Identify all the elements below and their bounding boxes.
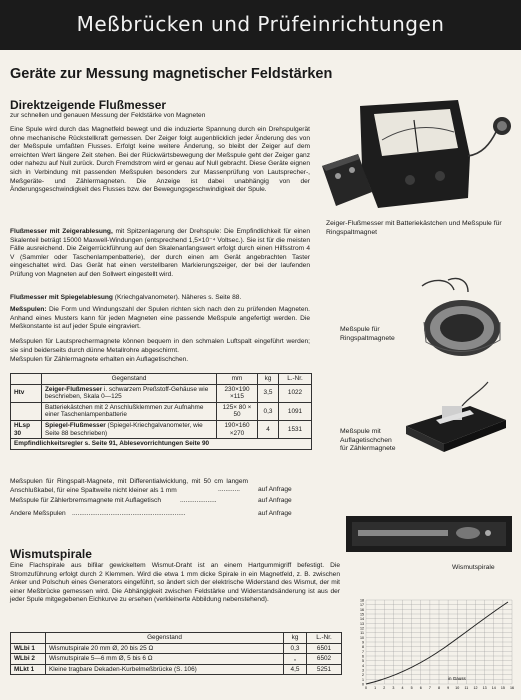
table1-footer: Empfindlichkeitsregler s. Seite 91, Ablesevorrichtungen Seite 90 [11, 439, 312, 450]
caption-meter-table-coil: Meßspule mit Auflagetischchen für Zählermagnete [340, 428, 396, 452]
x-tick-label: 10 [455, 686, 460, 690]
section1-para2 [10, 228, 310, 280]
y-tick-label: 3 [362, 668, 364, 673]
y-tick-label: 17 [360, 603, 364, 608]
x-tick-label: 14 [491, 686, 496, 690]
x-tick-label: 3 [392, 686, 395, 690]
row-code: MLkt 1 [11, 664, 46, 675]
extra-line2-dots: .................... [180, 497, 217, 504]
row-kg: 3,5 [258, 384, 279, 402]
row-item-lead: Zeiger-Flußmesser [45, 385, 103, 393]
row-kg: 4,5 [284, 664, 307, 675]
row-nr: 1531 [279, 420, 312, 438]
x-tick-label: 5 [410, 686, 413, 690]
table-row [11, 664, 342, 675]
table1-header-nr: L.-Nr. [279, 374, 312, 385]
row-nr: 1091 [279, 402, 312, 420]
x-tick-label: 13 [482, 686, 487, 690]
y-tick-label: 2 [362, 673, 364, 678]
x-tick-label: 0 [365, 686, 367, 690]
section2-title: Wismutspirale [10, 547, 92, 561]
table2-header-item: Gegenstand [46, 633, 284, 644]
table1-header-item: Gegenstand [42, 374, 217, 385]
y-tick-label: 6 [362, 654, 364, 659]
x-tick-label: 2 [383, 686, 386, 690]
para2-lead: Flußmesser mit Zeigerablesung, [10, 228, 113, 235]
y-tick-label: 16 [360, 607, 364, 612]
row-code [11, 402, 42, 420]
graph-grid [366, 600, 512, 684]
row-nr: 1022 [279, 384, 312, 402]
caption-ring-coil: Meßspule für Ringspaltmagnete [340, 326, 395, 342]
x-tick-label: 6 [419, 686, 422, 690]
y-tick-label: 13 [360, 621, 364, 626]
table2-header-nr: L.-Nr. [307, 633, 342, 644]
calibration-curve-graph [352, 596, 516, 696]
extra-line2: Meßspule für Zählerbremsmagnete mit Auflagetisch [10, 497, 161, 504]
section2-para: Eine Flachspirale aus bifilar gewickeltem Wismut-Draht ist an einem Hartgummigriff befestigt. Die Stromzuführung erfolgt durch 2 Klemmen. Wird die etwa 1 mm dicke Spirale in ein Magnetfeld, z. B. zwischen Anker und Polschuh eines Generators eingeführt, so ändert sich der elektrische Widerstand des Wismut, der mit einer Meßbrücke gemessen wird. Die Abhängigkeit zwischen Feldstärke und Widerstandsänderung ist aus der jeder Spule mitgegebenen Eichkurve zu ersehen (verkleinerte Abbildung nebenstehend). [10, 562, 340, 604]
y-tick-label: 9 [362, 640, 364, 645]
y-tick-label: 14 [360, 617, 364, 622]
row-item [42, 402, 217, 420]
x-tick-label: 8 [438, 686, 440, 690]
extra-line1-dots: ............ [218, 486, 240, 493]
row-item: Kleine tragbare Dekaden-Kurbelmeßbrücke (S. 106) [46, 664, 284, 675]
x-tick-label: 12 [473, 686, 478, 690]
table1-header-kg: kg [258, 374, 279, 385]
row-kg: 0,3 [258, 402, 279, 420]
graph-x-ticks [365, 686, 514, 690]
row-nr: 5251 [307, 664, 342, 675]
table-row [11, 420, 312, 438]
row-code: WLbi 1 [11, 643, 46, 654]
x-tick-label: 1 [374, 686, 377, 690]
section1-subtitle: zur schnellen und genauen Messung der Feldstärke von Magneten [10, 112, 206, 119]
extra-line2-value: auf Anfrage [258, 497, 292, 504]
row-code: Htv [11, 384, 42, 402]
y-tick-label: 4 [362, 663, 364, 668]
table-row [11, 384, 312, 402]
y-tick-label: 5 [362, 659, 364, 664]
caption-flux-meter: Zeiger-Flußmesser mit Batteriekästchen und Meßspule für Ringspaltmagnet [326, 220, 502, 236]
row-kg: 0,3 [284, 643, 307, 654]
row-mm: 230×190 ×115 [217, 384, 258, 402]
row-item-desc: Batteriekästchen mit 2 Anschlußklemmen zur Aufnahme einer Taschenlampenbatterie [45, 403, 204, 419]
flux-meter-photo [318, 96, 518, 216]
table1-header-mm: mm [217, 374, 258, 385]
y-tick-label: 0 [362, 682, 364, 687]
row-item [42, 420, 217, 438]
y-tick-label: 18 [360, 598, 364, 603]
section1-para6: Meßspulen für Zählermagnete erhalten ein Auflagetischchen. [10, 356, 189, 363]
row-nr: 6502 [307, 654, 342, 665]
para4-lead: Meßspulen: [10, 306, 47, 313]
table2-header-code [11, 633, 46, 644]
y-tick-label: 12 [360, 626, 364, 631]
row-mm: 125× 80 × 50 [217, 402, 258, 420]
para2-body: mit Spitzenlagerung der Drehspule: Die Empfindlichkeit für einen Skalenteil beträgt 15000 Maxwell-Windungen (entsprechend 1,5×10⁻⁴ Voltsec.). Sie ist für die meisten Fälle ausreichend. Die Zeigerrückführung auf den Skalenanfangswert erfolgt durch einen Hilfsstrom 4 V (Sammler oder Taschenlampenbatterie), der durch einen am Gerät angebrachten Taster eingeschaltet wird. Das Gerät hat einen verstellbaren Markierungszeiger, der bei der laufenden Prüfung von Magneten auf den Sollwert eingestellt wird. [10, 228, 310, 278]
x-tick-label: 15 [500, 686, 505, 690]
table2-header-kg: kg [284, 633, 307, 644]
row-kg: 4 [258, 420, 279, 438]
product-table-flux [10, 373, 312, 450]
y-tick-label: 10 [360, 635, 364, 640]
y-tick-label: 8 [362, 645, 364, 650]
row-item-desc: i. schwarzem Preßstoff-Gehäuse wie beschrieben, Skala 0—125 [45, 385, 209, 401]
x-tick-label: 16 [510, 686, 514, 690]
para4-body: Die Form und Windungszahl der Spulen richten sich nach den zu prüfenden Magneten. Anhand eines Musters kann für jeden Magneten eine passende Meßspule angefertigt werden. Die Meßkonstante ist auf jeder Spule eingraviert. [10, 306, 310, 331]
section1-para5: Meßspulen für Lautsprechermagnete können bequem in den schmalen Luftspalt eingeführt werden; sie sind beiderseits durch dünne Metallrohre abgeschirmt. [10, 338, 310, 354]
extra-line1-value: auf Anfrage [258, 486, 292, 493]
extra-line3: Andere Meßspulen [10, 510, 66, 517]
row-item-lead: Spiegel-Flußmesser [45, 421, 106, 429]
section1-para4 [10, 306, 310, 332]
table-footer-row [11, 439, 312, 450]
ring-coil-photo [402, 276, 510, 360]
table1-header-code [11, 374, 42, 385]
x-tick-label: 4 [401, 686, 404, 690]
section1-title: Direktzeigende Flußmesser [10, 98, 167, 112]
section1-para1: Eine Spule wird durch das Magnetfeld bewegt und die induzierte Spannung durch ein Drehspulgerät ohne mechanische Rückstellkraft gemessen. Der Zeiger folgt augenblicklich jeder Änderung des von der Meßspule umfaßten Flusses. Erfolgt keine weitere Änderung, so bleibt der Zeiger auf dem erreichten Wert längere Zeit stehen. Bei der Rückwärtsbewegung der Meßspule geht der Zeiger ganz oder nahezu auf Null zurück. Durch Fremdstrom wird er genau auf Null gebracht. Diese Geräte eignen sich in Verbindung mit passenden Meßspulen besonders zur Massenprüfung von Lautsprecher-, Meßgeräte- und Zählermagneten. Die Anzeige ist dabei unabhängig von der Änderungsgeschwindigkeit des Flusses bzw. der Bewegungsgeschwindigkeit der Spule. [10, 126, 310, 194]
row-item: Wismutspirale 20 mm Ø, 20 bis 25 Ω [46, 643, 284, 654]
table-row [11, 643, 342, 654]
y-tick-label: 1 [362, 677, 364, 682]
para3-lead: Flußmesser mit Spiegelablesung [10, 294, 113, 301]
row-kg: „ [284, 654, 307, 665]
row-item: Wismutspirale 5—6 mm Ø, 5 bis 6 Ω [46, 654, 284, 665]
table-row [11, 402, 312, 420]
row-code: WLbi 2 [11, 654, 46, 665]
row-nr: 6501 [307, 643, 342, 654]
graph-x-label: in Gauss [448, 676, 466, 681]
y-tick-label: 11 [360, 631, 364, 636]
graph-y-ticks [360, 599, 364, 687]
x-tick-label: 7 [428, 686, 431, 690]
caption-bismuth-spiral: Wismutspirale [452, 564, 495, 571]
x-tick-label: 11 [464, 686, 469, 690]
calibration-curve-line [366, 602, 508, 684]
table-row [11, 654, 342, 665]
main-heading: Geräte zur Messung magnetischer Feldstärken [10, 66, 333, 82]
para3-body: (Kriechgalvanometer). Näheres s. Seite 88. [112, 294, 242, 301]
bismuth-spiral-case-photo [344, 512, 516, 562]
section1-para3 [10, 294, 310, 303]
extra-line3-dots: .............................................................. [72, 510, 186, 517]
product-table-bismuth [10, 632, 342, 675]
row-item [42, 384, 217, 402]
meter-table-coil-photo [400, 376, 512, 456]
row-code: HLsp 30 [11, 420, 42, 438]
page-header-title: Meßbrücken und Prüfeinrichtungen [76, 12, 445, 36]
row-mm: 190×160 ×270 [217, 420, 258, 438]
y-tick-label: 7 [362, 649, 364, 654]
y-tick-label: 15 [360, 612, 364, 617]
row-item-desc: (Spiegel-Kriechgalvanometer, wie Seite 88 beschrieben) [45, 421, 203, 437]
extra-line1: Meßspulen für Ringspalt-Magnete, mit Differentialwicklung, mit 50 cm langem Anschlußkabel, für eine Spaltweite nicht kleiner als 1 mm [10, 478, 248, 494]
x-tick-label: 9 [447, 686, 450, 690]
extra-line3-value: auf Anfrage [258, 510, 292, 517]
